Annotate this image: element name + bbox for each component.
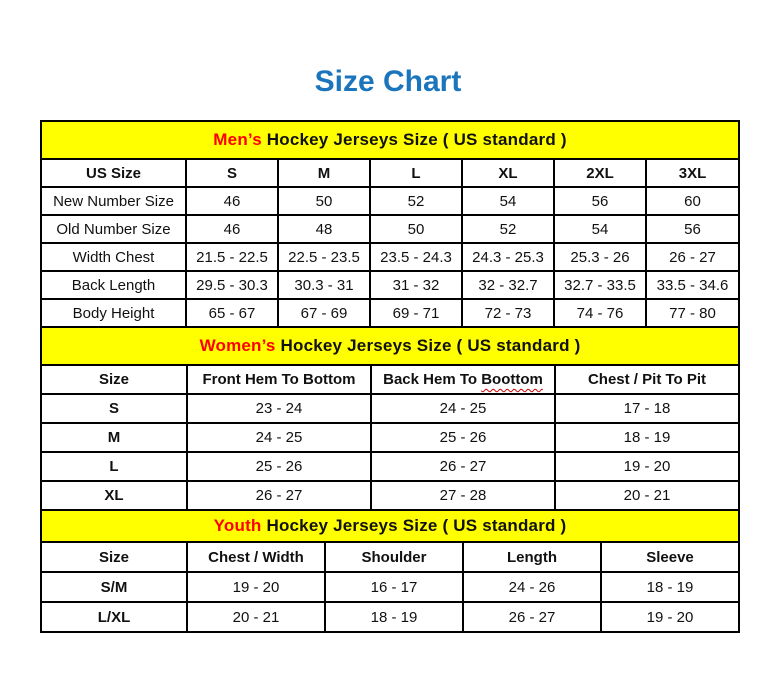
size-value-cell: 46 bbox=[186, 215, 278, 243]
row-label-cell: Old Number Size bbox=[41, 215, 186, 243]
table-row bbox=[41, 423, 739, 452]
size-value-cell: 50 bbox=[278, 187, 370, 215]
youth-section-band bbox=[41, 510, 739, 542]
size-value-cell: 32.7 - 33.5 bbox=[554, 271, 646, 299]
size-value-cell: 16 - 17 bbox=[325, 572, 463, 602]
size-value-cell: 22.5 - 23.5 bbox=[278, 243, 370, 271]
size-value-cell: 33.5 - 34.6 bbox=[646, 271, 739, 299]
size-value-cell: 30.3 - 31 bbox=[278, 271, 370, 299]
size-value-cell: 48 bbox=[278, 215, 370, 243]
size-label-cell: M bbox=[41, 423, 187, 452]
youth-size-table bbox=[40, 509, 740, 633]
mens-section-header bbox=[41, 121, 739, 159]
youth-accent-label: Youth bbox=[213, 516, 262, 535]
size-value-cell: 26 - 27 bbox=[187, 481, 371, 510]
table-row bbox=[41, 481, 739, 510]
size-value-cell: 52 bbox=[370, 187, 462, 215]
size-label-cell: S/M bbox=[41, 572, 187, 602]
size-value-cell: 56 bbox=[646, 215, 739, 243]
size-label-cell: L bbox=[41, 452, 187, 481]
womens-size-table bbox=[40, 326, 740, 511]
size-value-cell: 74 - 76 bbox=[554, 299, 646, 327]
size-value-cell: 25 - 26 bbox=[187, 452, 371, 481]
womens-section-band bbox=[41, 327, 739, 365]
size-label-cell: L/XL bbox=[41, 602, 187, 632]
table-row bbox=[41, 602, 739, 632]
size-value-cell: 29.5 - 30.3 bbox=[186, 271, 278, 299]
column-header-cell: Shoulder bbox=[325, 542, 463, 572]
size-value-cell: 67 - 69 bbox=[278, 299, 370, 327]
column-header-cell: US Size bbox=[41, 159, 186, 187]
size-value-cell: 24 - 25 bbox=[187, 423, 371, 452]
mens-size-table bbox=[40, 120, 740, 328]
size-value-cell: 19 - 20 bbox=[555, 452, 739, 481]
row-label-cell: New Number Size bbox=[41, 187, 186, 215]
size-value-cell: 19 - 20 bbox=[601, 602, 739, 632]
size-value-cell: 77 - 80 bbox=[646, 299, 739, 327]
table-row bbox=[41, 187, 739, 215]
size-value-cell: 54 bbox=[462, 187, 554, 215]
column-header-cell: 3XL bbox=[646, 159, 739, 187]
womens-section-title: Hockey Jerseys Size ( US standard ) bbox=[280, 336, 581, 355]
size-value-cell: 25.3 - 26 bbox=[554, 243, 646, 271]
column-header-cell: M bbox=[278, 159, 370, 187]
mens-accent-label: Men’s bbox=[213, 130, 262, 149]
size-value-cell: 26 - 27 bbox=[371, 452, 555, 481]
mens-section-title: Hockey Jerseys Size ( US standard ) bbox=[266, 130, 567, 149]
size-value-cell: 18 - 19 bbox=[325, 602, 463, 632]
size-value-cell: 20 - 21 bbox=[555, 481, 739, 510]
table-row bbox=[41, 299, 739, 327]
page-title: Size Chart bbox=[314, 65, 462, 98]
womens-header-row bbox=[41, 365, 739, 394]
size-value-cell: 25 - 26 bbox=[371, 423, 555, 452]
size-value-cell: 21.5 - 22.5 bbox=[186, 243, 278, 271]
size-value-cell: 23 - 24 bbox=[187, 394, 371, 423]
size-label-cell: S bbox=[41, 394, 187, 423]
size-value-cell: 31 - 32 bbox=[370, 271, 462, 299]
youth-section-header bbox=[41, 510, 739, 542]
size-value-cell: 50 bbox=[370, 215, 462, 243]
table-row bbox=[41, 243, 739, 271]
column-header-cell: L bbox=[370, 159, 462, 187]
size-value-cell: 20 - 21 bbox=[187, 602, 325, 632]
column-header-cell: Sleeve bbox=[601, 542, 739, 572]
size-value-cell: 26 - 27 bbox=[646, 243, 739, 271]
youth-header-row bbox=[41, 542, 739, 572]
column-header-cell: Length bbox=[463, 542, 601, 572]
size-value-cell: 18 - 19 bbox=[555, 423, 739, 452]
column-header-cell: XL bbox=[462, 159, 554, 187]
size-chart-tables bbox=[40, 120, 738, 633]
column-header-cell: Front Hem To Bottom bbox=[187, 365, 371, 394]
size-value-cell: 23.5 - 24.3 bbox=[370, 243, 462, 271]
row-label-cell: Back Length bbox=[41, 271, 186, 299]
table-row bbox=[41, 452, 739, 481]
column-header-cell: Chest / Pit To Pit bbox=[555, 365, 739, 394]
size-value-cell: 60 bbox=[646, 187, 739, 215]
size-value-cell: 54 bbox=[554, 215, 646, 243]
size-value-cell: 24 - 26 bbox=[463, 572, 601, 602]
size-value-cell: 32 - 32.7 bbox=[462, 271, 554, 299]
womens-accent-label: Women’s bbox=[199, 336, 276, 355]
youth-section-title: Hockey Jerseys Size ( US standard ) bbox=[266, 516, 567, 535]
column-header-cell: 2XL bbox=[554, 159, 646, 187]
size-value-cell: 17 - 18 bbox=[555, 394, 739, 423]
column-header-cell: S bbox=[186, 159, 278, 187]
column-header-cell bbox=[371, 365, 555, 394]
row-label-cell: Width Chest bbox=[41, 243, 186, 271]
column-header-cell: Size bbox=[41, 542, 187, 572]
mens-section-band bbox=[41, 121, 739, 159]
row-label-cell: Body Height bbox=[41, 299, 186, 327]
misspelled-word: Boottom bbox=[481, 371, 543, 388]
size-value-cell: 72 - 73 bbox=[462, 299, 554, 327]
size-value-cell: 24 - 25 bbox=[371, 394, 555, 423]
column-header-text: Back Hem To bbox=[383, 371, 478, 388]
size-value-cell: 65 - 67 bbox=[186, 299, 278, 327]
size-value-cell: 52 bbox=[462, 215, 554, 243]
size-value-cell: 27 - 28 bbox=[371, 481, 555, 510]
size-label-cell: XL bbox=[41, 481, 187, 510]
table-row bbox=[41, 572, 739, 602]
size-value-cell: 24.3 - 25.3 bbox=[462, 243, 554, 271]
table-row bbox=[41, 215, 739, 243]
size-value-cell: 46 bbox=[186, 187, 278, 215]
table-row bbox=[41, 394, 739, 423]
size-value-cell: 19 - 20 bbox=[187, 572, 325, 602]
size-value-cell: 56 bbox=[554, 187, 646, 215]
size-value-cell: 18 - 19 bbox=[601, 572, 739, 602]
mens-header-row bbox=[41, 159, 739, 187]
table-row bbox=[41, 271, 739, 299]
column-header-cell: Size bbox=[41, 365, 187, 394]
womens-section-header bbox=[41, 327, 739, 365]
size-value-cell: 69 - 71 bbox=[370, 299, 462, 327]
size-value-cell: 26 - 27 bbox=[463, 602, 601, 632]
column-header-cell: Chest / Width bbox=[187, 542, 325, 572]
